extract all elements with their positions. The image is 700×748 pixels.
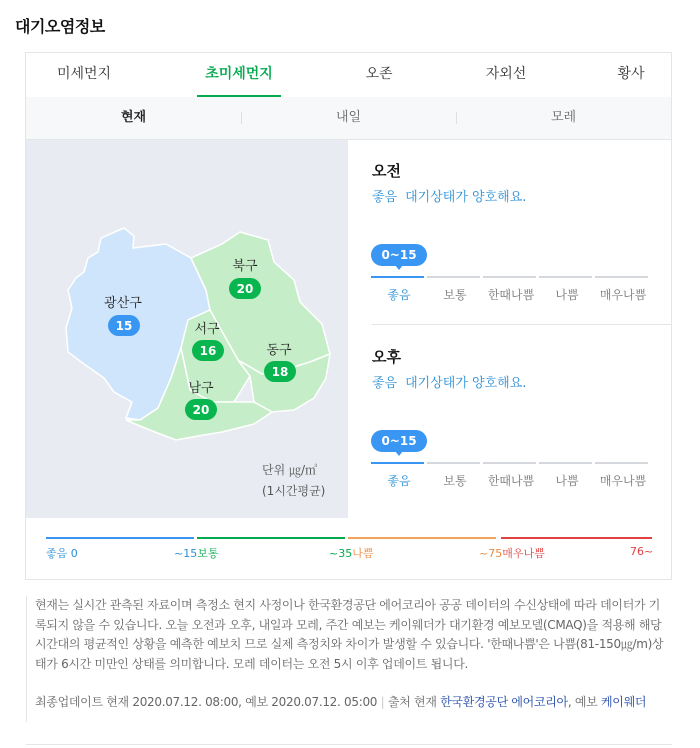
level-label: 나쁨 [555, 474, 579, 488]
pollutant-tabs [26, 53, 671, 98]
legend-normal [174, 545, 218, 561]
source-middle: , 예보 [567, 695, 598, 709]
pm-grade: 좋음 [372, 376, 398, 391]
scale-segment [483, 276, 536, 278]
level-label: 매우나쁨 [599, 474, 647, 488]
level-label: 좋음 [387, 288, 411, 302]
district-value: 20 [192, 403, 210, 417]
subtab-tomorrow[interactable]: 내일 [335, 110, 362, 125]
district-name: 남구 [188, 381, 214, 396]
legend-bar-very-bad [501, 537, 652, 539]
subtab-day-after[interactable]: 모레 [550, 110, 577, 125]
meta-separator: | [380, 695, 385, 709]
legend-good-start: 좋음 0 [46, 547, 78, 560]
legend-very-bad [479, 545, 545, 561]
tab-uv[interactable]: 자외선 [485, 66, 527, 82]
am-range-bubble: 0~15 [371, 244, 427, 266]
tab-ozone[interactable]: 오존 [365, 66, 393, 82]
scale-segment [483, 462, 536, 464]
am-grade: 좋음 [372, 190, 398, 205]
district-name: 광산구 [104, 296, 142, 311]
pm-scale [371, 430, 651, 500]
level-label: 한때나쁨 [487, 474, 535, 488]
scale-segment [371, 462, 424, 464]
update-and-source [35, 693, 669, 713]
legend-very-bad-start: 76~ [630, 545, 654, 558]
scale-segment [539, 462, 592, 464]
bottom-divider [26, 744, 672, 745]
day-subtabs [26, 97, 671, 140]
forecast-panel [348, 140, 671, 518]
legend-threshold: ~15 [174, 547, 198, 560]
legend-threshold: ~35 [329, 547, 353, 560]
unit-label: 단위 ㎍/㎥ [262, 463, 318, 477]
pm-message: 대기상태가 양호해요. [405, 376, 527, 391]
source-prefix: 출처 현재 [387, 695, 437, 709]
legend-bar-good [46, 537, 194, 539]
level-label: 매우나쁨 [599, 288, 647, 302]
pm-period: 오후 [372, 348, 401, 366]
pm-range-bubble: 0~15 [371, 430, 427, 452]
level-label: 나쁨 [555, 288, 579, 302]
scale-segment [427, 276, 480, 278]
level-label: 보통 [443, 474, 467, 488]
level-label: 보통 [443, 288, 467, 302]
scale-segment [427, 462, 480, 464]
am-period: 오전 [372, 162, 401, 180]
legend-bad [329, 545, 373, 561]
district-name: 동구 [266, 343, 292, 358]
air-quality-card [25, 52, 672, 580]
pm-status [372, 372, 526, 391]
am-scale [371, 244, 651, 314]
district-map [26, 140, 348, 518]
district-value: 18 [271, 365, 289, 379]
tab-ultrafine-dust[interactable]: 초미세먼지 [197, 53, 281, 97]
update-time: 최종업데이트 현재 2020.07.12. 08:00, 예보 2020.07.12. 05:00 [35, 695, 378, 709]
district-value: 20 [236, 282, 254, 296]
page-title: 대기오염정보 [15, 17, 105, 36]
scale-segment [371, 276, 424, 278]
legend-label: 나쁨 [352, 547, 374, 560]
district-name: 북구 [232, 259, 258, 274]
legend-bar-bad [348, 537, 496, 539]
source-link-kweather[interactable]: 케이웨더 [601, 695, 647, 709]
am-message: 대기상태가 양호해요. [405, 190, 527, 205]
grade-legend [46, 537, 652, 567]
tab-fine-dust[interactable]: 미세먼지 [56, 66, 112, 82]
am-status [372, 186, 526, 205]
scale-segment [595, 276, 648, 278]
data-disclaimer: 현재는 실시간 관측된 자료이며 측정소 현지 사정이나 한국환경공단 에어코리아 공공 데이터의 수신상태에 따라 데이터가 기록되지 않을 수 있습니다. 오늘 오전과 오후, 내일과 모레, 주간 예보는 케이웨더가 대기환경 예보모델(CMAQ)을 적용해 해당 시간대의 평균적인 상황을 예측한 예보치 므로 실제 측정치와 차이가 발생할 수 있습니다. '한때나쁨'은 나쁨(81-150㎍/m)상태가 6시간 미만인 상태를 의미합니다. 모레 데이터는 오전 5시 이후 업데이트 됩니다. [35, 598, 664, 671]
scale-segment [595, 462, 648, 464]
source-link-airkorea[interactable]: 한국환경공단 에어코리아 [440, 695, 568, 709]
district-value: 16 [199, 344, 217, 358]
scale-segment [539, 276, 592, 278]
district-value: 15 [115, 319, 133, 333]
legend-bar-normal [197, 537, 345, 539]
unit-average: (1시간평균) [262, 484, 326, 498]
legend-label: 보통 [197, 547, 219, 560]
tab-yellow-dust[interactable]: 황사 [617, 66, 645, 82]
level-label: 좋음 [387, 474, 411, 488]
level-label: 한때나쁨 [487, 288, 535, 302]
district-name: 서구 [194, 322, 220, 337]
legend-threshold: ~75 [479, 547, 503, 560]
forecast-divider [372, 324, 671, 325]
unit-note [262, 460, 325, 502]
legend-label: 매우나쁨 [502, 547, 545, 560]
footer-notes [26, 596, 667, 722]
subtab-now[interactable]: 현재 [120, 110, 147, 125]
